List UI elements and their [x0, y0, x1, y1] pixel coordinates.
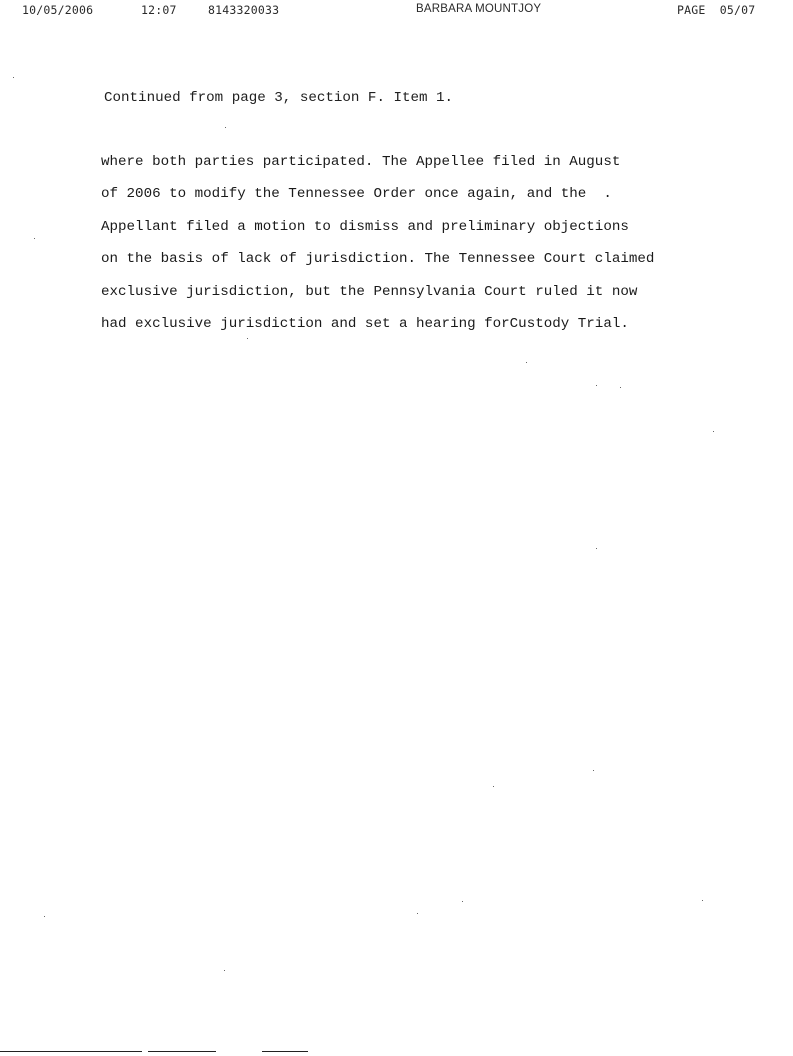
scan-speck — [224, 970, 225, 971]
scan-speck — [417, 913, 418, 914]
body-line: on the basis of lack of jurisdiction. The Tennessee Court claimed — [101, 251, 655, 267]
fax-date: 10/05/2006 — [22, 3, 94, 17]
scan-edge-line — [0, 1051, 142, 1052]
body-line: exclusive jurisdiction, but the Pennsylvania Court ruled it now — [101, 284, 638, 300]
body-line: where both parties participated. The Appellee filed in August — [101, 154, 621, 170]
scan-speck — [713, 431, 714, 432]
body-line: Appellant filed a motion to dismiss and preliminary objections — [101, 219, 629, 235]
scan-speck — [247, 338, 248, 339]
scan-speck — [620, 387, 621, 388]
body-line: had exclusive jurisdiction and set a hearing forCustody Trial. — [101, 316, 629, 332]
fax-sender-name: BARBARA MOUNTJOY — [416, 3, 542, 15]
scan-speck — [44, 916, 45, 917]
body-line: of 2006 to modify the Tennessee Order once again, and the . — [101, 186, 612, 202]
scan-speck — [526, 362, 527, 363]
scan-speck — [225, 127, 226, 128]
scan-speck — [702, 900, 703, 901]
fax-phone-number: 8143320033 — [208, 3, 280, 17]
continued-note: Continued from page 3, section F. Item 1. — [104, 90, 454, 106]
scan-speck — [493, 786, 494, 787]
scan-speck — [593, 770, 594, 771]
scan-speck — [596, 385, 597, 386]
scan-speck — [34, 238, 35, 239]
scan-speck — [462, 901, 463, 902]
fax-page-number: PAGE 05/07 — [677, 3, 756, 17]
scan-speck — [596, 548, 597, 549]
scan-speck — [13, 77, 14, 78]
scan-edge-line — [148, 1051, 216, 1052]
fax-time: 12:07 — [141, 3, 177, 17]
fax-header — [0, 3, 793, 19]
scan-edge-line — [262, 1051, 308, 1052]
